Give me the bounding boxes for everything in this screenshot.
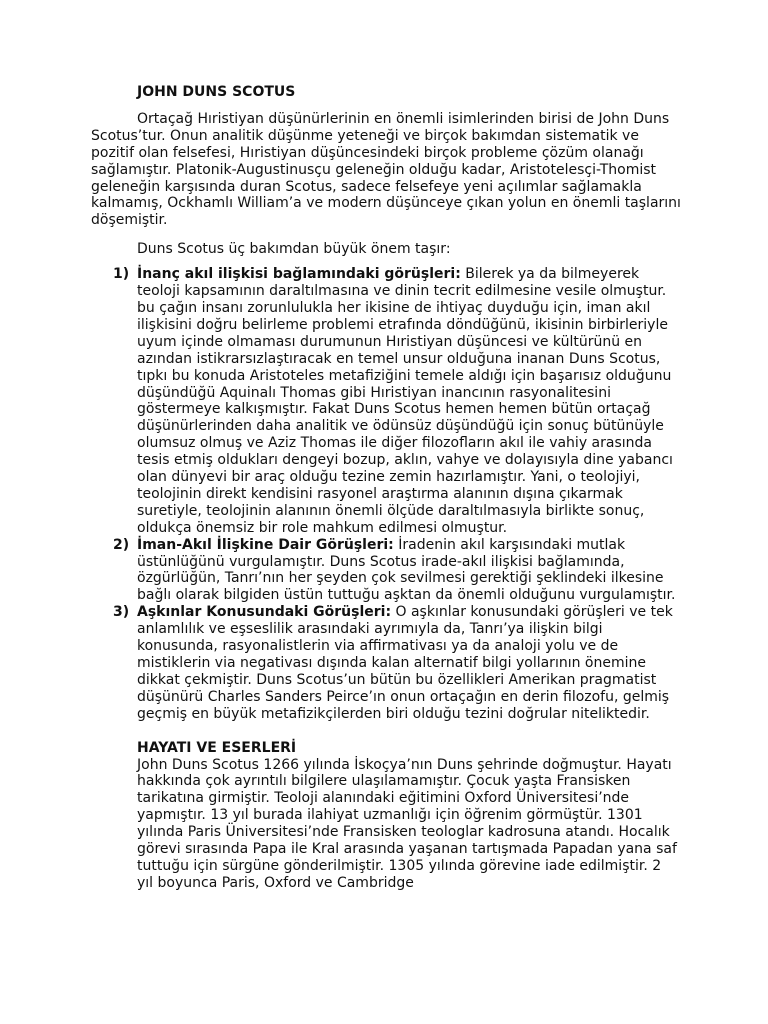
list-item-text: İradenin akıl karşısındaki mutlak üstünlüğünü vurgulamıştır. Duns Scotus irade-akıl ilişkisi bağlamında, özgürlüğün, Tanrı’nın her şeyden çok sevilmesi gerektiği şeklindeki ilkesine bağlı olarak bilgiden üstün tuttuğu aşktan da önemli olduğunu vurgulamıştır. [137,536,676,604]
section-title: HAYATI VE ESERLERİ [137,739,297,756]
list-item [91,266,681,537]
list-item-heading: İman-Akıl İlişkine Dair Görüşleri: [137,536,394,553]
biography-paragraph: John Duns Scotus 1266 yılında İskoçya’nın Duns şehrinde doğmuştur. Hayatı hakkında çok ayrıntılı bilgilere ulaşılamamıştır. Çocuk yaşta Fransisken tarikatına girmiştir. Teoloji alanındaki eğitimini Oxford Üniversitesi’nde yapmıştır. 13 yıl burada ilahiyat uzmanlığı için öğrenim görmüştür. 1301 yılında Paris Üniversitesi’nde Fransisken teologlar kadrosuna atandı. Hocalık görevi sırasında Papa ile Kral arasında yaşanan tartışmada Papadan yana saf tuttuğu için sürgüne gönderilmiştir. 1305 yılında görevine iade edilmiştir. 2 yıl boyunca Paris, Oxford ve Cambridge [137,756,677,891]
document-page [91,84,681,892]
list-item-heading: İnanç akıl ilişkisi bağlamındaki görüşleri: [137,266,461,283]
document-title: JOHN DUNS SCOTUS [137,84,296,100]
list-item-number: 3) [113,604,130,621]
list-item-number: 2) [113,536,130,553]
importance-list [91,266,681,722]
list-item-text: Bilerek ya da bilmeyerek teoloji kapsamının daraltılmasına ve dinin tecrit edilmesine vesile olmuştur. bu çağın insanı zorunlulukla her ikisine de ihtiyaç duyduğu için, iman akıl ilişkisini doğru belirleme problemi etrafında döndüğünü, ikisinin birbirleriyle uyum içinde olmaması durumunun Hıristiyan düşüncesi ve kültürünü en azından istikrarsızlaştıracak en temel unsur olduğuna inanan Duns Scotus, tıpkı bu konuda Aristoteles metafiziğini temele aldığı için başarısız olduğunu düşündüğü Aquinalı Thomas gibi Hıristiyan inancının rasyonalitesini göstermeye kalkışmıştır. Fakat Duns Scotus hemen hemen bütün ortaçağ düşünürlerinden daha analitik ve ödünsüz düşündüğü için sonuç bütünüyle olumsuz olmuş ve Aziz Thomas ile diğer filozofların akıl ile vahiy arasında tesis etmiş oldukları dengeyi bozup, aklın, vahye ve dolayısıyla dine yabancı olan dünyevi bir araç olduğu tezine zemin hazırlamıştır. Yani, o teolojiyi, teolojinin direkt kendisini rasyonel araştırma alanının dışına çıkarmak suretiyle, teolojinin alanının önemli ölçüde daraltılmasıyla birlikte sonuç, oldukça önemsiz bir role mahkum edilmesi olmuştur. [137,266,673,536]
list-item [91,604,681,722]
list-item-text: O aşkınlar konusundaki görüşleri ve tek anlamlılık ve eşseslilik arasındaki ayrımıyla da, Tanrı’ya ilişkin bilgi konusunda, rasyonalistlerin via affirmativası ya da analoji yolu ve de mistiklerin via negativası dışında kalan alternatif bilgi yollarının önemine dikkat çekmiştir. Duns Scotus’un bütün bu özellikleri Amerikan pragmatist düşünürü Charles Sanders Peirce’ın onun ortaçağın en derin filozofu, gelmiş geçmiş en büyük metafizikçilerden biri olduğu tezini doğrular niteliktedir. [137,604,673,722]
importance-intro: Duns Scotus üç bakımdan büyük önem taşır: [137,241,451,258]
list-item [91,537,681,605]
list-item-heading: Aşkınlar Konusundaki Görüşleri: [137,604,392,621]
intro-paragraph: Ortaçağ Hıristiyan düşünürlerinin en önemli isimlerinden birisi de John Duns Scotus’tur. Onun analitik düşünme yeteneği ve birçok bakımdan sistematik ve pozitif olan felsefesi, Hıristiyan düşüncesindeki birçok probleme çözüm olanağı sağlamıştır. Platonik-Augustinusçu geleneğin olduğu kadar, Aristotelesçi-Thomist geleneğin karşısında duran Scotus, sadece felsefeye yeni açılımlar sağlamakla kalmamış, Ockhamlı William’a ve modern düşünceye çıkan yolun en önemli taşlarını döşemiştir. [91,110,681,229]
list-item-number: 1) [113,266,130,283]
